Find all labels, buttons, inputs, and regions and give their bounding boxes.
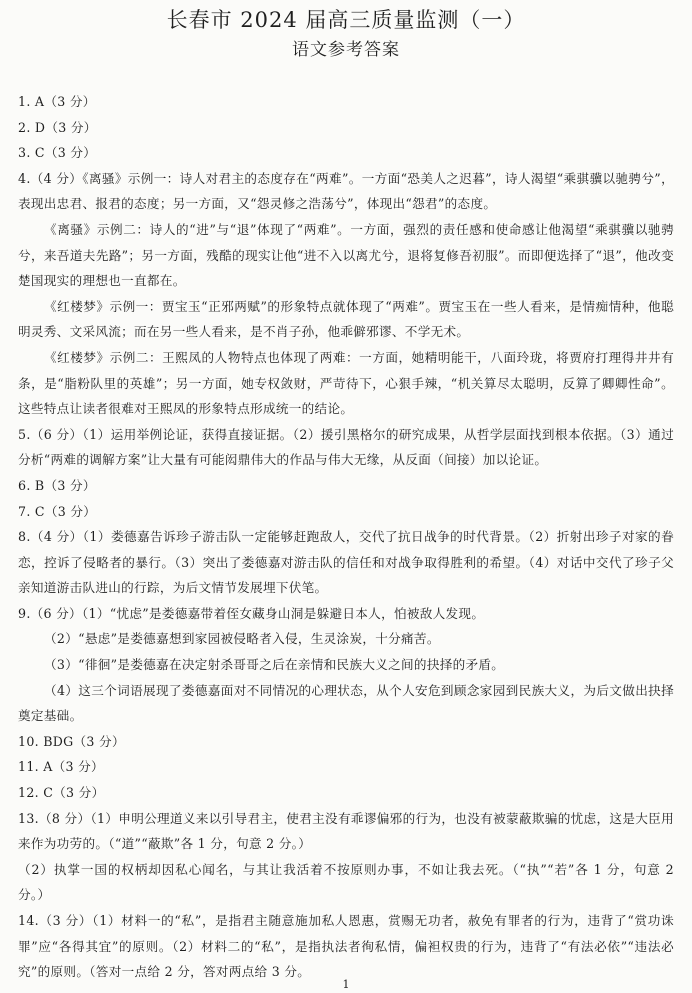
answer-3: 3. C（3 分） bbox=[18, 145, 97, 161]
answer-11: 11. A（3 分） bbox=[18, 759, 104, 775]
answer-13-part-2: （2）执掌一国的权柄却因私心闻名，与其让我活着不按原则办事，不如让我去死。（“执”“若”各 1 分，句意 2 分。） bbox=[18, 861, 674, 903]
answer-9-part-2: （2）“悬虑”是娄德嘉想到家园被侵略者入侵，生灵涂炭，十分痛苦。 bbox=[44, 631, 440, 647]
page-number: 1 bbox=[342, 978, 350, 991]
answer-list bbox=[18, 89, 674, 985]
answer-1: 1. A（3 分） bbox=[18, 94, 96, 109]
document-title: 长春市 2024 届高三质量监测（一） bbox=[166, 8, 526, 32]
answer-4-example-4: 《红楼梦》示例二：王熙凤的人物特点也体现了两难：一方面，她精明能干，八面玲珑，将贾府打理得井井有条，是“脂粉队里的英雄”；另一方面，她专权敛财，严苛待下，心狠手辣，“机关算尽太聪明，反算了卿卿性命”。这些特点让读者很难对王熙凤的形象特点形成统一的结论。 bbox=[18, 349, 674, 417]
answer-2: 2. D（3 分） bbox=[18, 119, 97, 135]
answer-9-part-3: （3）“徘徊”是娄德嘉在决定射杀哥哥之后在亲情和民族大义之间的抉择的矛盾。 bbox=[44, 657, 505, 673]
document-subtitle: 语文参考答案 bbox=[292, 40, 400, 60]
answer-9: 9.（6 分）（1）“忧虑”是娄德嘉带着侄女藏身山洞是躲避日本人，怕被敌人发现。 bbox=[18, 605, 485, 621]
answer-6: 6. B（3 分） bbox=[18, 477, 96, 493]
answer-4-example-3: 《红楼梦》示例一：贾宝玉“正邪两赋”的形象特点就体现了“两难”。贾宝玉在一些人看来，是情痴情种，他聪明灵秀、文采风流；而在另一些人看来，是不肖子孙，他乖僻邪谬、不学无术。 bbox=[18, 298, 674, 340]
answer-13: 13.（8 分）（1）申明公理道义来以引导君主，使君主没有乖谬偏邪的行为，也没有被蒙蔽欺骗的忧虑，这是大臣用来作为功劳的。（“道”“蔽欺”各 1 分，句意 2 分。） bbox=[18, 810, 674, 852]
answer-7: 7. C（3 分） bbox=[18, 503, 97, 519]
answer-12: 12. C（3 分） bbox=[18, 785, 105, 801]
answer-14: 14.（3 分）（1）材料一的“私”，是指君主随意施加私人恩惠，赏赐无功者，赦免有罪者的行为，违背了“赏功诛罪”应“各得其宜”的原则。（2）材料二的“私”，是指执法者徇私情，偏袒权贵的行为，违背了“有法必依”“违法必究”的原则。（答对一点给 2 分，答对两点给 3 分。 bbox=[18, 913, 674, 980]
answer-4: 4.（4 分）《离骚》示例一：诗人对君主的态度存在“两难”。一方面“恐美人之迟暮”，诗人渴望“乘骐骥以驰骋兮”，表现出忠君、报君的态度；另一方面，又“怨灵修之浩荡兮”，体现出“怨君”的态度。 bbox=[18, 170, 674, 212]
answer-4-example-2: 《离骚》示例二：诗人的“进”与“退”体现了“两难”。一方面，强烈的责任感和使命感让他渴望“乘骐骥以驰骋兮，来吾道夫先路”；另一方面，残酷的现实让他“进不入以离尤兮，退将复修吾初服”。而即便选择了“退”，他改变楚国现实的理想也一直都在。 bbox=[18, 221, 674, 289]
answer-8: 8.（4 分）（1）娄德嘉告诉珍子游击队一定能够赶跑敌人，交代了抗日战争的时代背景。（2）折射出珍子对家的眷恋，控诉了侵略者的暴行。（3）突出了娄德嘉对游击队的信任和对战争取得胜利的希望。（4）对话中交代了珍子父亲知道游击队进山的行踪，为后文情节发展埋下伏笔。 bbox=[18, 529, 674, 596]
answer-5: 5.（6 分）（1）运用举例论证，获得直接证据。（2）援引黑格尔的研究成果，从哲学层面找到根本依据。（3）通过分析“两难的调解方案”让大量有可能闳鼎伟大的作品与伟大无缘，从反面（间接）加以论证。 bbox=[18, 426, 674, 468]
answer-10: 10. BDG（3 分） bbox=[18, 733, 125, 749]
answer-9-part-4: （4）这三个词语展现了娄德嘉面对不同情况的心理状态，从个人安危到顾念家园到民族大义，为后文做出抉择奠定基础。 bbox=[18, 682, 674, 724]
